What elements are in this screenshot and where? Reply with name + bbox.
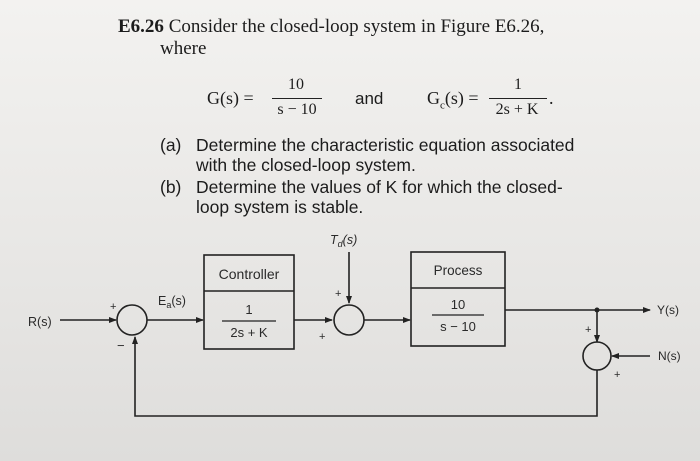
problem-intro-continuation: where <box>160 38 207 59</box>
sign-plus-disturbance: + <box>335 288 342 300</box>
noise-label: N(s) <box>658 349 681 363</box>
process-denominator: s − 10 <box>440 319 476 334</box>
disturbance-label: $T_d(s)$ <box>330 233 358 249</box>
gc-period: . <box>549 88 554 108</box>
g-numerator: 10 <box>288 76 304 93</box>
part-a-marker: (a) <box>160 135 182 155</box>
and-word: and <box>355 89 384 108</box>
controller-title: Controller <box>218 266 280 282</box>
controller-denominator: 2s + K <box>230 325 268 340</box>
sign-plus-pickoff: + <box>585 324 592 336</box>
error-label: $E_a(s)$ <box>158 294 186 310</box>
sign-plus-noise: + <box>614 369 621 381</box>
part-b-text-line1: Determine the values of K for which the closed- <box>196 177 563 197</box>
output-label: Y(s) <box>657 303 679 317</box>
controller-numerator: 1 <box>245 302 253 317</box>
process-title: Process <box>433 263 483 278</box>
gc-denominator: 2s + K <box>495 101 539 118</box>
summing-junction-1 <box>117 305 147 335</box>
sign-plus-controller: + <box>319 331 326 343</box>
problem-number: E6.26 <box>118 16 164 37</box>
gc-label: $G_c(s)$ = <box>427 88 479 112</box>
part-b-marker: (b) <box>160 177 182 197</box>
summing-junction-2 <box>334 305 364 335</box>
sign-minus-feedback: − <box>117 338 125 353</box>
sign-plus-input: + <box>110 301 117 313</box>
pickoff-point <box>595 308 600 313</box>
part-a-text-line1: Determine the characteristic equation associated <box>196 135 575 155</box>
input-label: R(s) <box>28 315 52 329</box>
summing-junction-noise <box>583 342 611 370</box>
problem-intro: Consider the closed-loop system in Figure E6.26, <box>168 16 545 37</box>
part-a-text-line2: with the closed-loop system. <box>196 155 416 175</box>
gc-numerator: 1 <box>514 76 522 93</box>
g-denominator: s − 10 <box>277 101 317 118</box>
part-b-text-line2: loop system is stable. <box>196 197 364 217</box>
g-label: G(s) = <box>207 88 254 108</box>
process-numerator: 10 <box>450 297 466 312</box>
